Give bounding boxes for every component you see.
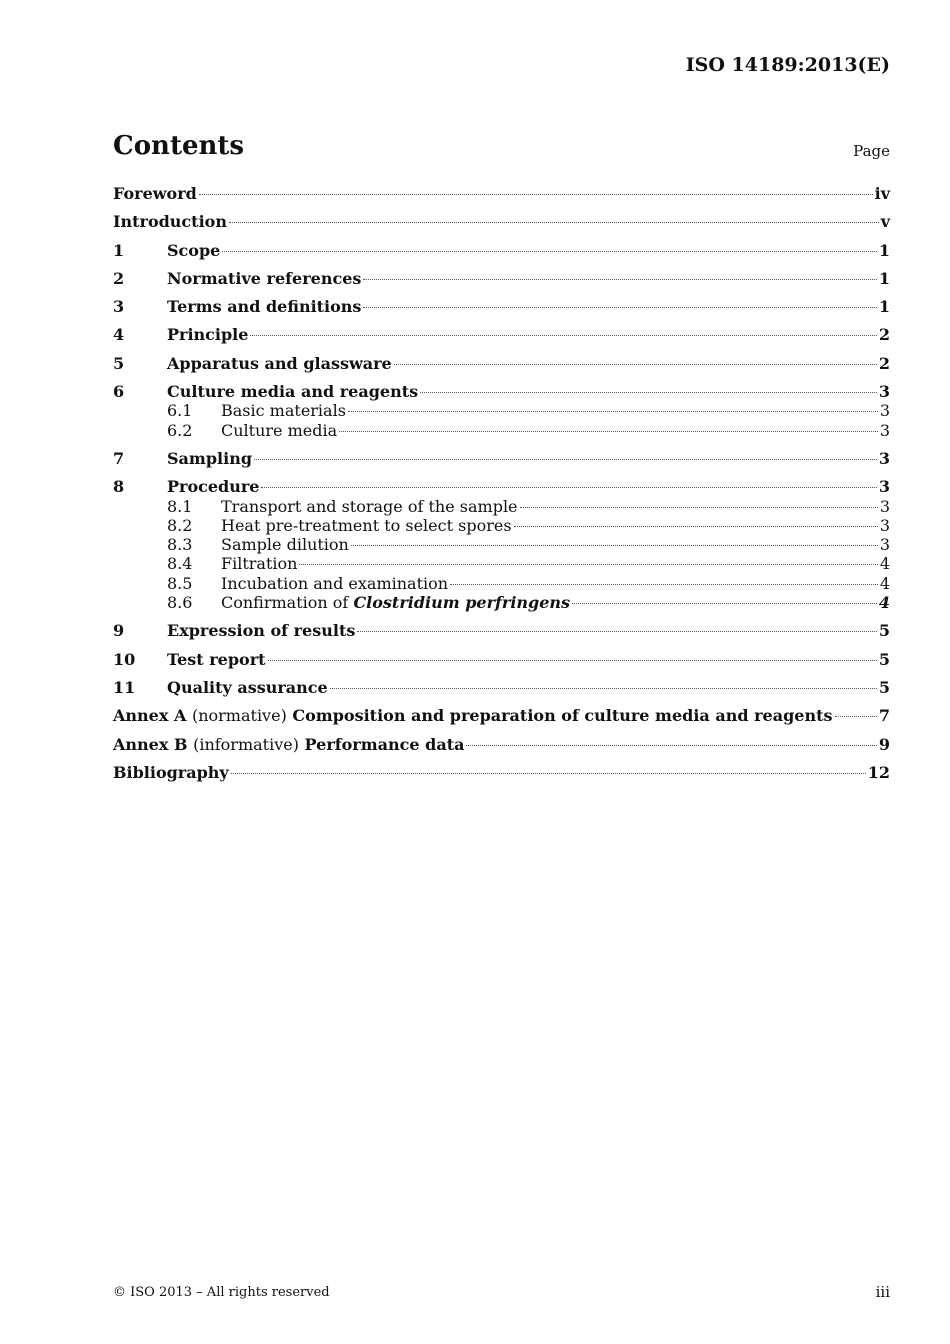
leader-dots <box>231 773 866 774</box>
toc-page: 3 <box>879 496 890 516</box>
toc-subentry-culture-media[interactable] <box>113 421 890 440</box>
toc-entry-procedure[interactable] <box>113 477 890 496</box>
leader-dots <box>261 487 876 488</box>
page-number: iii <box>875 1283 890 1301</box>
leader-dots <box>339 431 878 432</box>
toc-title: Test report <box>167 649 266 669</box>
leader-dots <box>250 335 876 336</box>
toc-subentry-sample-dilution[interactable] <box>113 535 890 554</box>
toc-title-species: Clostridium perfringens <box>353 593 571 613</box>
toc-subentry-incubation[interactable] <box>113 574 890 593</box>
toc-number: 6.2 <box>167 420 193 440</box>
toc-title: Quality assurance <box>167 677 328 697</box>
page-column-label: Page <box>853 142 890 160</box>
toc-page: 3 <box>878 448 890 468</box>
toc-title: Foreword <box>113 184 197 203</box>
toc-page: 1 <box>878 268 890 288</box>
toc-title <box>113 706 833 725</box>
toc-number: 11 <box>113 677 136 697</box>
toc-title: Expression of results <box>167 621 356 641</box>
toc-title: Culture media <box>221 420 338 440</box>
toc-entry-introduction[interactable] <box>113 212 890 231</box>
toc-number: 6 <box>113 382 125 402</box>
toc-page: v <box>880 212 890 232</box>
toc-number: 8.1 <box>167 496 193 516</box>
toc-title: Transport and storage of the sample <box>221 496 518 516</box>
toc-page: 4 <box>879 573 890 593</box>
leader-dots <box>466 745 876 746</box>
annex-note: (informative) <box>193 734 299 754</box>
leader-dots <box>363 279 876 280</box>
toc-title: Sample dilution <box>221 535 349 555</box>
toc-number: 5 <box>113 353 125 373</box>
toc-title: Apparatus and glassware <box>167 353 392 373</box>
toc-title: Sampling <box>167 448 253 468</box>
leader-dots <box>450 584 878 585</box>
annex-title: Performance data <box>304 734 465 754</box>
copyright-notice: © ISO 2013 – All rights reserved <box>113 1285 330 1300</box>
toc-page: 3 <box>879 420 890 440</box>
toc-title <box>221 593 570 612</box>
toc-entry-foreword[interactable] <box>113 184 890 203</box>
toc-number: 8.5 <box>167 573 193 593</box>
toc-entry-apparatus[interactable] <box>113 354 890 373</box>
toc-title: Heat pre-treatment to select spores <box>221 515 512 535</box>
toc-title: Basic materials <box>221 401 346 421</box>
toc-page: 5 <box>878 677 890 697</box>
toc-entry-test-report[interactable] <box>113 650 890 669</box>
leader-dots <box>520 507 878 508</box>
toc-number: 8 <box>113 477 125 497</box>
toc-page: 3 <box>879 515 890 535</box>
toc-page: 3 <box>878 477 890 497</box>
toc-page: 5 <box>878 621 890 641</box>
leader-dots <box>229 222 879 223</box>
leader-dots <box>363 307 876 308</box>
toc-subentry-confirmation[interactable] <box>113 593 890 612</box>
toc-title: Introduction <box>113 212 227 232</box>
toc-entry-annex-a[interactable] <box>113 706 890 725</box>
toc-entry-normative-references[interactable] <box>113 269 890 288</box>
toc-page: 7 <box>878 706 890 726</box>
annex-label: Annex B <box>113 734 188 754</box>
toc-entry-annex-b[interactable] <box>113 735 890 754</box>
toc-page: 12 <box>867 762 890 782</box>
leader-dots <box>572 603 877 604</box>
leader-dots <box>514 526 878 527</box>
toc-page: 4 <box>879 554 890 574</box>
toc-number: 3 <box>113 297 125 317</box>
toc-page: 1 <box>878 297 890 317</box>
leader-dots <box>348 411 878 412</box>
toc-title-text: Confirmation of <box>221 593 349 613</box>
toc-title: Normative references <box>167 268 362 288</box>
toc-entry-quality-assurance[interactable] <box>113 678 890 697</box>
toc-entry-scope[interactable] <box>113 241 890 260</box>
toc-title: Incubation and examination <box>221 573 449 593</box>
toc-entry-culture-media[interactable] <box>113 382 890 401</box>
toc-number: 9 <box>113 621 125 641</box>
leader-dots <box>420 392 877 393</box>
leader-dots <box>299 564 877 565</box>
toc-entry-sampling[interactable] <box>113 449 890 468</box>
annex-note: (normative) <box>191 706 287 726</box>
toc-title: Terms and definitions <box>167 297 362 317</box>
toc-page: 3 <box>879 535 890 555</box>
table-of-contents <box>113 184 890 782</box>
leader-dots <box>357 631 877 632</box>
toc-title: Procedure <box>167 477 260 497</box>
toc-number: 8.6 <box>167 593 193 613</box>
toc-number: 2 <box>113 268 125 288</box>
toc-entry-expression-of-results[interactable] <box>113 621 890 640</box>
toc-subentry-filtration[interactable] <box>113 554 890 573</box>
toc-subentry-basic-materials[interactable] <box>113 401 890 420</box>
toc-page: 2 <box>878 353 890 373</box>
toc-page: 3 <box>878 382 890 402</box>
annex-title: Composition and preparation of culture media and reagents <box>292 706 833 726</box>
toc-number: 8.2 <box>167 515 193 535</box>
toc-page: iv <box>874 184 890 203</box>
toc-title: Bibliography <box>113 762 229 782</box>
toc-number: 10 <box>113 649 136 669</box>
contents-heading: Contents <box>113 131 245 161</box>
toc-page: 3 <box>879 401 890 421</box>
leader-dots <box>835 716 877 717</box>
toc-entry-principle[interactable] <box>113 325 890 344</box>
annex-label: Annex A <box>113 706 187 726</box>
leader-dots <box>351 545 878 546</box>
toc-page: 1 <box>878 240 890 260</box>
leader-dots <box>222 251 877 252</box>
toc-entry-bibliography[interactable] <box>113 763 890 782</box>
leader-dots <box>330 688 877 689</box>
toc-subentry-transport[interactable] <box>113 497 890 516</box>
toc-page: 2 <box>878 325 890 345</box>
toc-title: Culture media and reagents <box>167 382 419 402</box>
toc-page: 4 <box>878 593 890 613</box>
toc-number: 8.3 <box>167 535 193 555</box>
toc-number: 4 <box>113 325 125 345</box>
toc-entry-terms-and-definitions[interactable] <box>113 297 890 316</box>
leader-dots <box>394 364 877 365</box>
leader-dots <box>268 660 877 661</box>
toc-number: 8.4 <box>167 554 193 574</box>
toc-number: 6.1 <box>167 401 193 421</box>
toc-title <box>113 735 464 754</box>
toc-page: 9 <box>878 734 890 754</box>
toc-title: Principle <box>167 325 249 345</box>
leader-dots <box>199 194 873 195</box>
toc-number: 7 <box>113 448 125 468</box>
toc-subentry-heat-pretreatment[interactable] <box>113 516 890 535</box>
leader-dots <box>254 459 877 460</box>
document-id: ISO 14189:2013(E) <box>685 54 890 76</box>
toc-title: Scope <box>167 240 221 260</box>
toc-number: 1 <box>113 240 125 260</box>
toc-page: 5 <box>878 649 890 669</box>
toc-title: Filtration <box>221 554 298 574</box>
